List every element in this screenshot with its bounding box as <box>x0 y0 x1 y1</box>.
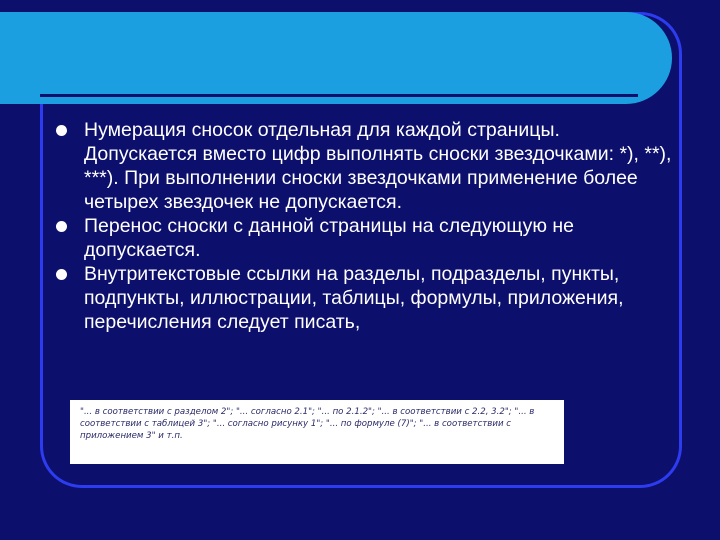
bullet-text: Нумерация сносок отдельная для каждой страницы. Допускается вместо цифр выполнять сноски звездочками: *), **), ***). При выполнении сноски звездочками применение более четырех звездочек не допускается. <box>84 119 672 213</box>
title-bar <box>0 12 672 104</box>
bullet-text: Перенос сноски с данной страницы на следующую не допускается. <box>84 215 575 261</box>
bullet-item-numbering <box>52 118 672 214</box>
bullet-item-references <box>52 262 672 334</box>
bullet-list <box>52 118 672 334</box>
bullet-text: Внутритекстовые ссылки на разделы, подразделы, пункты, подпункты, иллюстрации, таблицы, формулы, приложения, перечисления следует писать, <box>84 263 624 333</box>
bullet-dot-icon <box>56 221 67 232</box>
bullet-dot-icon <box>56 269 67 280</box>
reference-example-box <box>70 400 564 464</box>
reference-example-text: "... в соответствии с разделом 2"; "... согласно 2.1"; "... по 2.1.2"; "... в соответствии с 2.2, 3.2"; "... в соответствии с таблицей 3"; "... согласно рисунку 1"; "... по формуле (7)"; "... в соответствии с приложением 3" и т.п. <box>80 407 535 441</box>
bullet-dot-icon <box>56 125 67 136</box>
bullet-item-transfer <box>52 214 672 262</box>
title-divider <box>40 94 638 97</box>
